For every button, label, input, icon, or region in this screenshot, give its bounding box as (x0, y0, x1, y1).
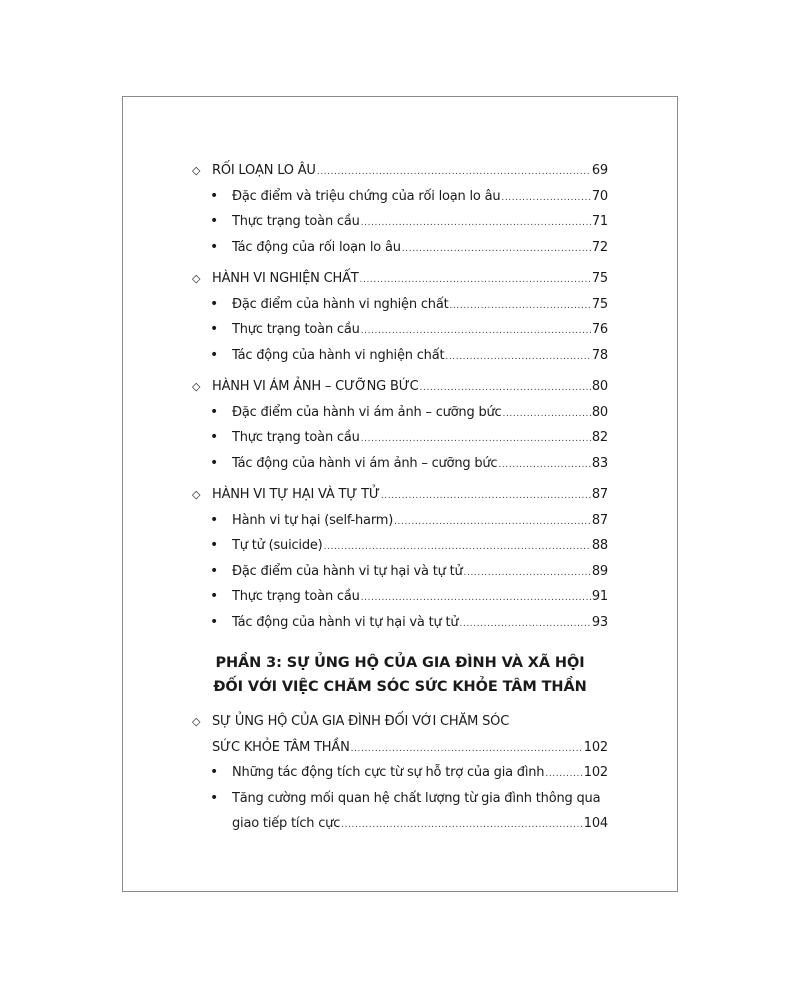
bullet-icon: • (210, 537, 219, 553)
leader-dots (501, 186, 590, 212)
leader-dots (381, 484, 591, 510)
section-title-line-1: SỰ ỦNG HỘ CỦA GIA ĐÌNH ĐỐI VỚI CHĂM SÓC (212, 714, 510, 729)
toc-item[interactable] (192, 317, 608, 343)
item-title: Thực trạng toàn cầu (232, 214, 360, 229)
leader-dots (360, 268, 591, 294)
page-number: 70 (591, 188, 608, 204)
item-title: Những tác động tích cực từ sự hỗ trợ của gia đình (232, 765, 545, 780)
leader-dots (394, 510, 591, 536)
item-title: Thực trạng toàn cầu (232, 430, 360, 445)
bullet-icon: • (210, 187, 219, 204)
bullet-icon: • (210, 238, 219, 255)
item-title: Đặc điểm của hành vi nghiện chất (232, 296, 449, 312)
toc-section-self-harm (192, 482, 608, 635)
leader-dots (449, 294, 590, 320)
toc-item-multiline[interactable] (192, 786, 608, 837)
toc-item[interactable] (192, 533, 608, 559)
toc-item[interactable] (192, 760, 608, 786)
diamond-icon: ◇ (192, 272, 201, 285)
bullet-icon: • (210, 789, 219, 806)
item-title: Thực trạng toàn cầu (232, 322, 360, 337)
page-number: 76 (591, 322, 608, 337)
item-title: Tác động của hành vi tự hại và tự tử (232, 614, 459, 630)
item-title: Tác động của hành vi ám ảnh – cưỡng bức (232, 455, 498, 471)
page-number: 72 (591, 239, 608, 255)
toc-item[interactable] (192, 292, 608, 318)
page-number: 87 (591, 487, 608, 502)
page-number: 93 (591, 614, 608, 630)
leader-dots (545, 762, 582, 788)
item-title: Đặc điểm của hành vi tự hại và tự tử (232, 563, 463, 579)
toc-section-entry[interactable] (192, 482, 608, 508)
item-title-line-1: Tăng cường mối quan hệ chất lượng từ gia đình thông qua (232, 790, 601, 806)
page-number: 69 (591, 163, 608, 178)
page-number: 104 (583, 816, 608, 831)
bullet-icon: • (210, 511, 219, 528)
section-title-line-2: SỨC KHỎE TÂM THẦN (212, 739, 350, 755)
bullet-icon: • (210, 346, 219, 363)
page-number: 80 (591, 404, 608, 420)
item-title: Tự tử (suicide) (232, 538, 323, 553)
toc-item[interactable] (192, 209, 608, 235)
bullet-icon: • (210, 562, 219, 579)
item-title: Thực trạng toàn cầu (232, 589, 360, 604)
bullet-icon: • (210, 764, 219, 780)
page-number: 91 (591, 589, 608, 604)
leader-dots (361, 211, 591, 237)
toc-item[interactable] (192, 343, 608, 369)
page-number: 102 (583, 765, 608, 780)
item-title: Đặc điểm của hành vi ám ảnh – cưỡng bức (232, 404, 502, 420)
leader-dots (464, 561, 591, 587)
bullet-icon: • (210, 613, 219, 630)
page-number: 78 (591, 347, 608, 363)
diamond-icon: ◇ (192, 380, 201, 393)
toc-item[interactable] (192, 584, 608, 610)
toc-section-anxiety (192, 158, 608, 260)
leader-dots (445, 345, 590, 371)
item-title: Đặc điểm và triệu chứng của rối loạn lo âu (232, 188, 501, 204)
page-number: 75 (591, 296, 608, 312)
page-number: 83 (591, 455, 608, 471)
page-number: 80 (591, 379, 608, 394)
leader-dots (361, 427, 591, 453)
toc-section-entry-line-2[interactable] (192, 735, 608, 761)
table-of-contents (192, 158, 608, 843)
toc-section-ocd (192, 374, 608, 476)
toc-item[interactable] (192, 559, 608, 585)
toc-item[interactable] (192, 400, 608, 426)
leader-dots (361, 319, 591, 345)
part-heading-line-2: ĐỐI VỚI VIỆC CHĂM SÓC SỨC KHỎE TÂM THẦN (213, 679, 587, 695)
leader-dots (341, 813, 583, 839)
section-title: HÀNH VI TỰ HẠI VÀ TỰ TỬ (212, 487, 380, 502)
item-title-line-2: giao tiếp tích cực (232, 816, 341, 831)
toc-section-entry[interactable] (192, 266, 608, 292)
diamond-icon: ◇ (192, 164, 201, 177)
section-title: HÀNH VI NGHIỆN CHẤT (212, 271, 359, 286)
toc-item[interactable] (192, 184, 608, 210)
item-title: Tác động của rối loạn lo âu (232, 239, 401, 255)
part-heading (192, 651, 608, 699)
item-title: Hành vi tự hại (self-harm) (232, 512, 394, 528)
leader-dots (402, 237, 591, 263)
toc-item[interactable] (192, 508, 608, 534)
item-title: Tác động của hành vi nghiện chất (232, 347, 445, 363)
toc-item[interactable] (192, 425, 608, 451)
toc-section-entry[interactable] (192, 158, 608, 184)
leader-dots (503, 402, 591, 428)
toc-item[interactable] (192, 451, 608, 477)
page-number: 89 (591, 563, 608, 579)
bullet-icon: • (210, 454, 219, 471)
page-number: 75 (591, 271, 608, 286)
toc-section-addiction (192, 266, 608, 368)
bullet-icon: • (210, 403, 219, 420)
diamond-icon: ◇ (192, 715, 201, 728)
page-number: 71 (591, 214, 608, 229)
toc-section-entry-line-1[interactable] (192, 709, 608, 735)
leader-dots (351, 737, 583, 763)
toc-item[interactable] (192, 235, 608, 261)
section-title: HÀNH VI ÁM ẢNH – CƯỠNG BỨC (212, 379, 419, 394)
bullet-icon: • (210, 588, 219, 604)
bullet-icon: • (210, 321, 219, 337)
bullet-icon: • (210, 213, 219, 229)
section-title: RỐI LOẠN LO ÂU (212, 163, 316, 178)
toc-item[interactable] (192, 610, 608, 636)
page-number: 82 (591, 430, 608, 445)
leader-dots (420, 376, 591, 402)
part-heading-line-1: PHẦN 3: SỰ ỦNG HỘ CỦA GIA ĐÌNH VÀ XÃ HỘI (215, 655, 585, 671)
leader-dots (324, 535, 591, 561)
bullet-icon: • (210, 429, 219, 445)
toc-section-entry[interactable] (192, 374, 608, 400)
leader-dots (498, 453, 590, 479)
page-number: 87 (591, 512, 608, 528)
leader-dots (361, 586, 591, 612)
page-number: 102 (583, 739, 608, 755)
page-number: 88 (591, 538, 608, 553)
leader-dots (317, 160, 591, 186)
leader-dots (459, 612, 590, 638)
bullet-icon: • (210, 295, 219, 312)
diamond-icon: ◇ (192, 488, 201, 501)
toc-section-family-support (192, 709, 608, 837)
